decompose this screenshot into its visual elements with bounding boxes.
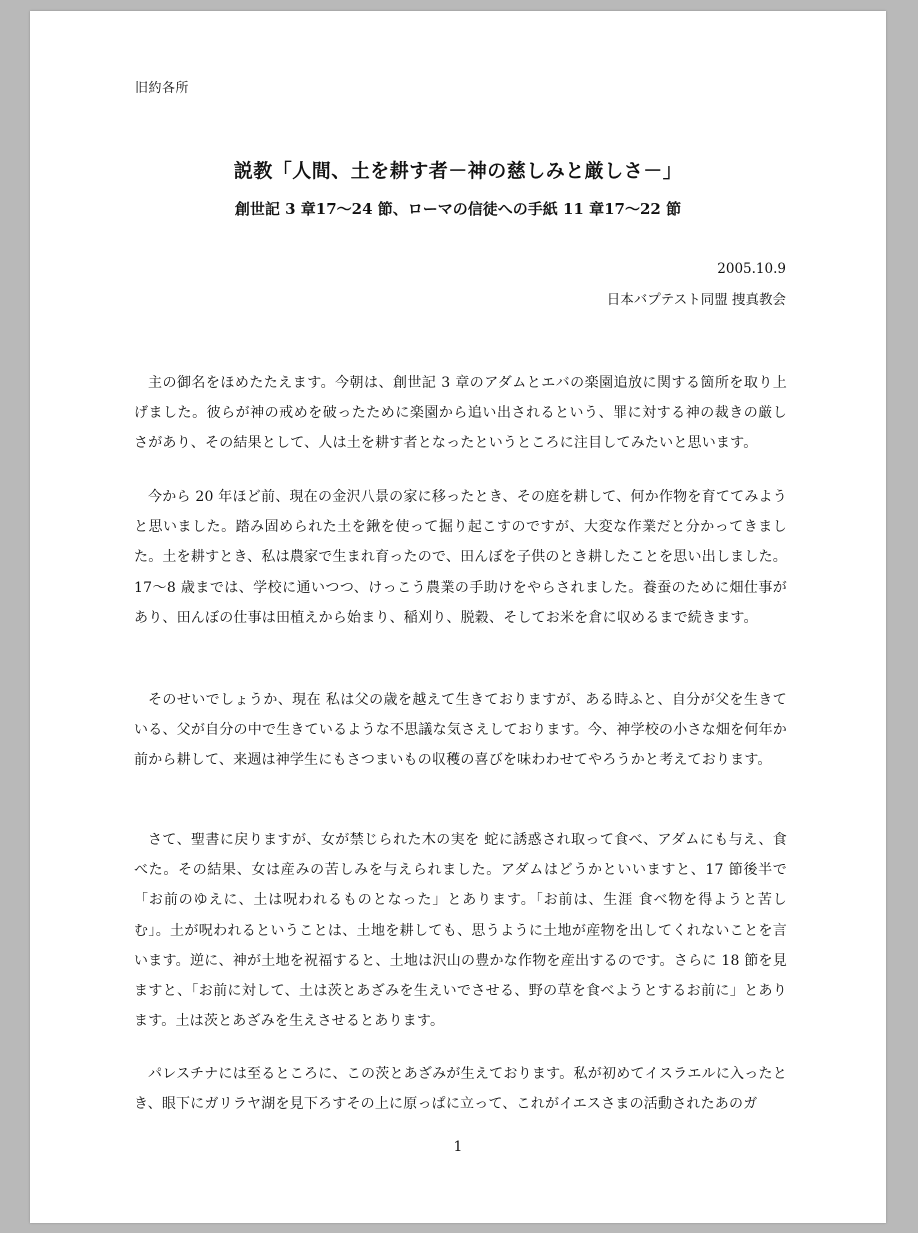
document-header: 旧約各所	[135, 81, 190, 96]
sermon-title: 説教「人間、土を耕す者－神の慈しみと厳しさ－」	[233, 160, 683, 182]
body-paragraph: 主の御名をほめたたえます。今朝は、創世記 3 章のアダムとエバの楽園追放に関する箇所を取り上げました。彼らが神の戒めを破ったために楽園から追い出されるという、罪に対する神の裁きの厳しさがあり、その結果として、人は土を耕す者となったというところに注目してみたいと思います。	[134, 375, 787, 452]
sermon-date: 2005.10.9	[717, 261, 786, 277]
page-number: 1	[453, 1139, 463, 1155]
body-paragraph: さて、聖書に戻りますが、女が禁じられた木の実を 蛇に誘惑され取って食べ、アダムにも与え、食べた。その結果、女は産みの苦しみを与えられました。アダムはどうかといいますと、17 節後半で「お前のゆえに、土は呪われるものとなった」とあります。「お前は、生涯 食べ物を得ようと苦しむ」。土が呪われるということは、土地を耕しても、思うように土地が産物を出してくれないことを言います。逆に、神が土地を祝福すると、土地は沢山の豊かな作物を産出するのです。さらに 18 節を見ますと、「お前に対して、土は茨とあざみを生えいでさせる、野の草を食べようとするお前に」とあります。土は茨とあざみを生えさせるとあります。	[134, 832, 787, 1030]
church-name: 日本バプテスト同盟 捜真教会	[606, 292, 786, 308]
body-paragraph: そのせいでしょうか、現在 私は父の歳を越えて生きておりますが、ある時ふと、自分が父を生きている、父が自分の中で生きているような不思議な気さえしております。今、神学校の小さな畑を何年か前から耕して、来週は神学生にもさつまいもの収穫の喜びを味わわせてやろうかと考えております。	[134, 692, 787, 769]
body-paragraph: パレスチナには至るところに、この茨とあざみが生えております。私が初めてイスラエルに入ったとき、眼下にガリラヤ湖を見下ろすその上に原っぱに立って、これがイエスさまの活動されたあのガ	[134, 1066, 787, 1113]
body-paragraph: 今から 20 年ほど前、現在の金沢八景の家に移ったとき、その庭を耕して、何か作物を育ててみようと思いました。踏み固められた土を鍬を使って掘り起こすのですが、大変な作業だと分かってきました。土を耕すとき、私は農家で生まれ育ったので、田んぼを子供のとき耕したことを思い出しました。17～8 歳までは、学校に通いつつ、けっこう農業の手助けをやらされました。養蚕のために畑仕事があり、田んぼの仕事は田植えから始まり、稲刈り、脱穀、そしてお米を倉に収めるまで続きます。	[134, 489, 787, 626]
document-page	[30, 11, 886, 1223]
scripture-reference: 創世記 3 章17～24 節、ローマの信徒への手紙 11 章17～22 節	[234, 200, 682, 218]
